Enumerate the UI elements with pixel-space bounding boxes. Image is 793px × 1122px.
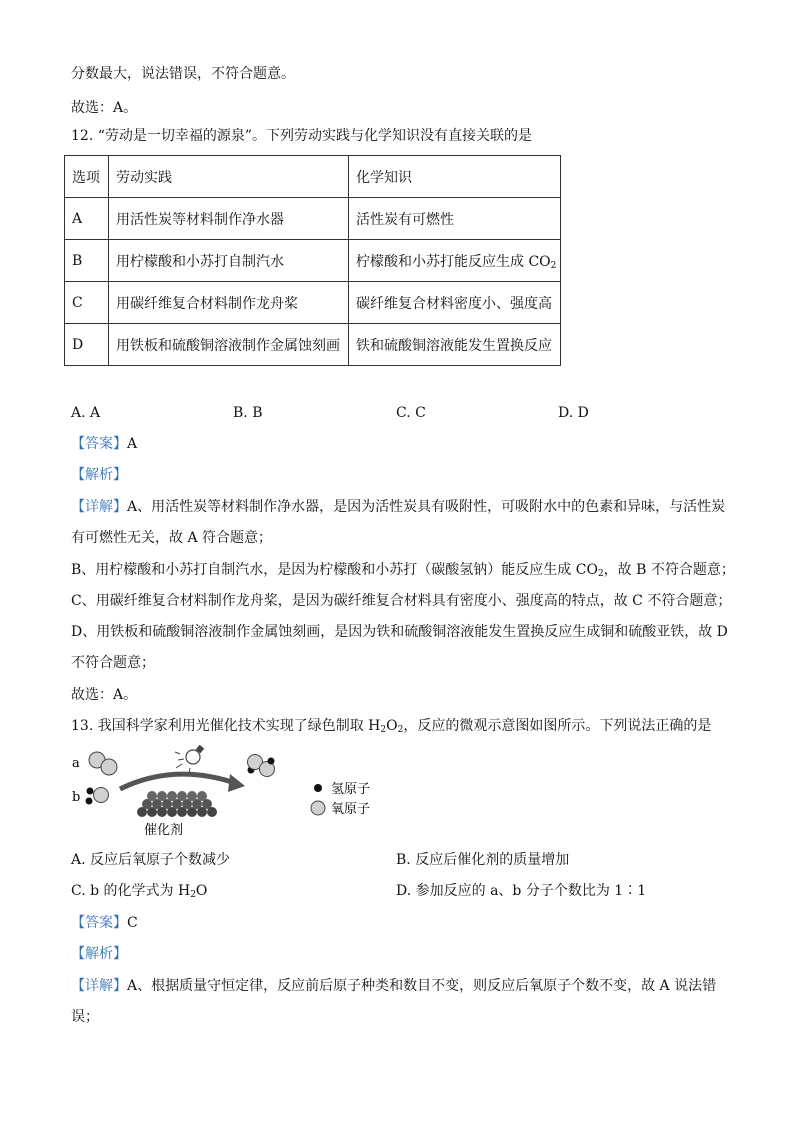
table-row xyxy=(65,324,561,366)
row-option: C xyxy=(65,282,109,324)
q12-option-b: B. B xyxy=(233,405,263,421)
row-practice: 用活性炭等材料制作净水器 xyxy=(109,198,349,240)
legend-oxygen-icon xyxy=(311,801,325,815)
catalyst-particles xyxy=(137,791,217,817)
header-knowledge: 化学知识 xyxy=(349,156,561,198)
q13-analysis-label: 【解析】 xyxy=(71,946,127,962)
q12-detail-d2: 不符合题意； xyxy=(71,655,155,671)
q12-analysis-label: 【解析】 xyxy=(71,467,127,483)
label-a: a xyxy=(72,756,80,771)
q12-detail-c: C、用碳纤维复合材料制作龙舟桨，是因为碳纤维复合材料具有密度小、强度高的特点，故 C 不符合题意； xyxy=(71,593,732,609)
q12-detail-a2: 有可燃性无关，故 A 符合题意； xyxy=(71,530,273,546)
q12-choose: 故选：A。 xyxy=(71,687,138,703)
arrow-head-icon xyxy=(228,774,245,792)
legend-oxygen-label: 氧原子 xyxy=(331,802,371,817)
legend-hydrogen-label: 氢原子 xyxy=(331,782,371,797)
oxygen-atom xyxy=(101,759,117,775)
q12-table xyxy=(64,155,561,366)
q12-option-d: D. D xyxy=(558,405,589,421)
row-option: B xyxy=(65,240,109,282)
q13-detail-a2: 误； xyxy=(71,1009,99,1025)
row-option: A xyxy=(65,198,109,240)
q12-detail-d1: D、用铁板和硫酸铜溶液制作金属蚀刻画，是因为铁和硫酸铜溶液能发生置换反应生成铜和硫酸亚铁，故 D xyxy=(71,624,728,640)
row-knowledge: 柠檬酸和小苏打能反应生成 $CO_2$ xyxy=(349,240,561,282)
intro-line: 分数最大，说法错误，不符合题意。 xyxy=(71,66,295,82)
q13-option-a: A. 反应后氧原子个数减少 xyxy=(71,852,231,868)
q12-answer: 【答案】A xyxy=(71,436,138,452)
row-practice: 用铁板和硫酸铜溶液制作金属蚀刻画 xyxy=(109,324,349,366)
table-header-row xyxy=(65,156,561,198)
legend-hydrogen-icon xyxy=(314,784,322,792)
row-practice: 用柠檬酸和小苏打自制汽水 xyxy=(109,240,349,282)
table-row xyxy=(65,198,561,240)
table-row xyxy=(65,240,561,282)
reaction-arrow xyxy=(120,774,238,789)
row-knowledge: 铁和硫酸铜溶液能发生置换反应 xyxy=(349,324,561,366)
row-practice: 用碳纤维复合材料制作龙舟桨 xyxy=(109,282,349,324)
q13-option-b: B. 反应后催化剂的质量增加 xyxy=(396,852,570,868)
q12-option-c: C. C xyxy=(396,405,426,421)
oxygen-atom xyxy=(94,788,109,803)
q13-stem: 13. 我国科学家利用光催化技术实现了绿色制取 $H_2O_2$，反应的微观示意图如图所示。下列说法正确的是 xyxy=(71,718,712,735)
q12-detail-b: B、用柠檬酸和小苏打自制汽水，是因为柠檬酸和小苏打（碳酸氢钠）能反应生成 $CO_2$，故 B 不符合题意； xyxy=(71,562,735,579)
q12-detail-a1: 【详解】A、用活性炭等材料制作净水器，是因为活性炭具有吸附性，可吸附水中的色素和异味，与活性炭 xyxy=(71,499,726,515)
hydrogen-atom xyxy=(86,798,93,805)
row-knowledge: 活性炭有可燃性 xyxy=(349,198,561,240)
header-option: 选项 xyxy=(65,156,109,198)
label-b: b xyxy=(72,790,81,805)
reaction-diagram xyxy=(70,744,390,844)
q13-option-d: D. 参加反应的 a、b 分子个数比为 1∶1 xyxy=(396,883,647,899)
q13-answer: 【答案】C xyxy=(71,915,138,931)
catalyst-label: 催化剂 xyxy=(144,823,184,838)
header-practice: 劳动实践 xyxy=(109,156,349,198)
row-knowledge: 碳纤维复合材料密度小、强度高 xyxy=(349,282,561,324)
q12-option-a: A. A xyxy=(71,405,101,421)
hydrogen-atom xyxy=(268,758,275,765)
table-row xyxy=(65,282,561,324)
row-option: D xyxy=(65,324,109,366)
q13-option-c: C. b 的化学式为 $H_2O$ xyxy=(71,883,208,900)
hydrogen-atom xyxy=(87,788,94,795)
q13-detail-a1: 【详解】A、根据质量守恒定律，反应前后原子种类和数目不变，则反应后氧原子个数不变，故 A 说法错 xyxy=(71,978,717,994)
q12-stem: 12. “劳动是一切幸福的源泉”。下列劳动实践与化学知识没有直接关联的是 xyxy=(71,128,533,144)
intro-choose: 故选：A。 xyxy=(71,100,138,116)
light-bulb-icon xyxy=(175,745,204,774)
